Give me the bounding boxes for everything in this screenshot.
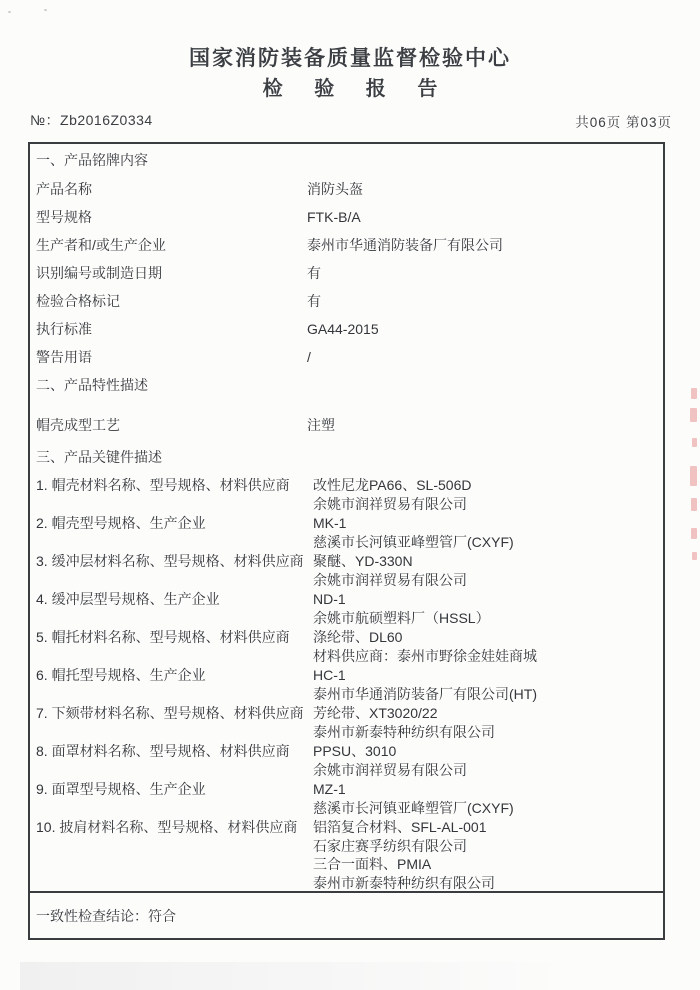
row-value: 慈溪市长河镇亚峰塑管厂(CXYF): [313, 533, 514, 550]
row-value: 石家庄赛孚纺织有限公司: [313, 837, 467, 854]
org-title: 国家消防装备质量监督检验中心: [189, 47, 511, 70]
section-label: 一、产品铭牌内容: [36, 152, 148, 168]
row-value: 聚醚、YD-330N: [313, 553, 413, 569]
row-value: 余姚市润祥贸易有限公司: [313, 495, 467, 512]
scan-speck: [44, 9, 47, 11]
report-number: №：Zb2016Z0334: [30, 112, 153, 128]
conclusion-text: 一致性检查结论：符合: [36, 907, 176, 924]
scan-shading: [20, 962, 580, 990]
row-label: 警告用语: [36, 349, 92, 365]
row-value: 泰州市华通消防装备厂有限公司(HT): [313, 685, 537, 702]
stamp-edge-artifact: [691, 498, 697, 511]
row-value: 涤纶带、DL60: [313, 629, 403, 645]
row-label: 执行标准: [36, 321, 92, 337]
stamp-edge-artifact: [692, 438, 697, 447]
row-value: 余姚市润祥贸易有限公司: [313, 761, 467, 778]
row-value: FTK-B/A: [307, 209, 361, 225]
row-value: 注塑: [307, 417, 335, 433]
table-row: [30, 590, 663, 627]
table-row: [30, 476, 663, 513]
row-value: MZ-1: [313, 781, 346, 797]
row-value: 泰州市新泰特种纺织有限公司: [313, 874, 495, 891]
table-row: [30, 287, 663, 315]
row-value: MK-1: [313, 515, 347, 531]
table-row: [30, 259, 663, 287]
stamp-edge-artifact: [690, 408, 697, 422]
row-value: GA44-2015: [307, 321, 379, 337]
row-label: 6. 帽托型号规格、生产企业: [36, 667, 206, 683]
row-value: 有: [307, 293, 321, 309]
table-row: [30, 704, 663, 741]
table-row: [30, 780, 663, 817]
table-row: [30, 818, 663, 892]
section-label: 三、产品关键件描述: [36, 449, 162, 465]
row-label: 帽壳成型工艺: [36, 417, 120, 433]
table-row: [30, 231, 663, 259]
scan-speck: [8, 11, 11, 13]
row-label: 8. 面罩材料名称、型号规格、材料供应商: [36, 743, 290, 759]
table-row: [30, 203, 663, 231]
row-label: 型号规格: [36, 209, 92, 225]
row-label: 9. 面罩型号规格、生产企业: [36, 781, 206, 797]
row-value: 铝箔复合材料、SFL-AL-001: [313, 819, 487, 835]
table-row: [30, 552, 663, 589]
page-indicator: 共06页 第03页: [575, 115, 672, 130]
row-value: HC-1: [313, 667, 346, 683]
stamp-edge-artifact: [691, 388, 697, 399]
table-row: [30, 628, 663, 665]
row-value: /: [307, 349, 311, 365]
row-value: 慈溪市长河镇亚峰塑管厂(CXYF): [313, 799, 514, 816]
stamp-edge-artifact: [690, 466, 697, 486]
table-row: [30, 742, 663, 779]
row-label: 识别编号或制造日期: [36, 265, 162, 281]
row-label: 3. 缓冲层材料名称、型号规格、材料供应商: [36, 553, 304, 569]
section-label: 二、产品特性描述: [36, 377, 148, 393]
row-label: 7. 下颏带材料名称、型号规格、材料供应商: [36, 705, 304, 721]
row-label: 10. 披肩材料名称、型号规格、材料供应商: [36, 819, 298, 835]
table-row: [30, 175, 663, 203]
row-label: 5. 帽托材料名称、型号规格、材料供应商: [36, 629, 290, 645]
row-value: 泰州市新泰特种纺织有限公司: [313, 723, 495, 740]
stamp-edge-artifact: [692, 552, 697, 560]
row-label: 4. 缓冲层型号规格、生产企业: [36, 591, 220, 607]
row-value: ND-1: [313, 591, 346, 607]
section-heading-nameplate: [30, 146, 663, 175]
row-value: 芳纶带、XT3020/22: [313, 705, 438, 721]
report-title: 检 验 报 告: [262, 78, 451, 100]
row-value: 有: [307, 265, 321, 281]
stamp-edge-artifact: [691, 528, 697, 539]
row-value: 材料供应商：泰州市野徐金娃娃商城: [313, 647, 537, 664]
row-label: 产品名称: [36, 181, 92, 197]
row-value: 泰州市华通消防装备厂有限公司: [307, 237, 503, 253]
row-value: 三合一面料、PMIA: [313, 856, 432, 872]
row-label: 2. 帽壳型号规格、生产企业: [36, 515, 206, 531]
row-label: 检验合格标记: [36, 293, 120, 309]
conformity-conclusion-row: [30, 891, 663, 938]
row-value: 消防头盔: [307, 181, 363, 197]
table-row: [30, 315, 663, 343]
row-label: 生产者和/或生产企业: [36, 237, 166, 253]
section-heading-key-parts: [30, 443, 663, 472]
table-row: [30, 343, 663, 371]
report-table: [28, 142, 665, 940]
table-row: [30, 411, 663, 439]
section-heading-characteristics: [30, 371, 663, 400]
row-value: PPSU、3010: [313, 743, 397, 759]
row-label: 1. 帽壳材料名称、型号规格、材料供应商: [36, 477, 290, 493]
row-value: 余姚市航硕塑料厂（HSSL）: [313, 609, 490, 626]
table-row: [30, 666, 663, 703]
row-value: 余姚市润祥贸易有限公司: [313, 571, 467, 588]
table-row: [30, 514, 663, 551]
row-value: 改性尼龙PA66、SL-506D: [313, 477, 472, 493]
